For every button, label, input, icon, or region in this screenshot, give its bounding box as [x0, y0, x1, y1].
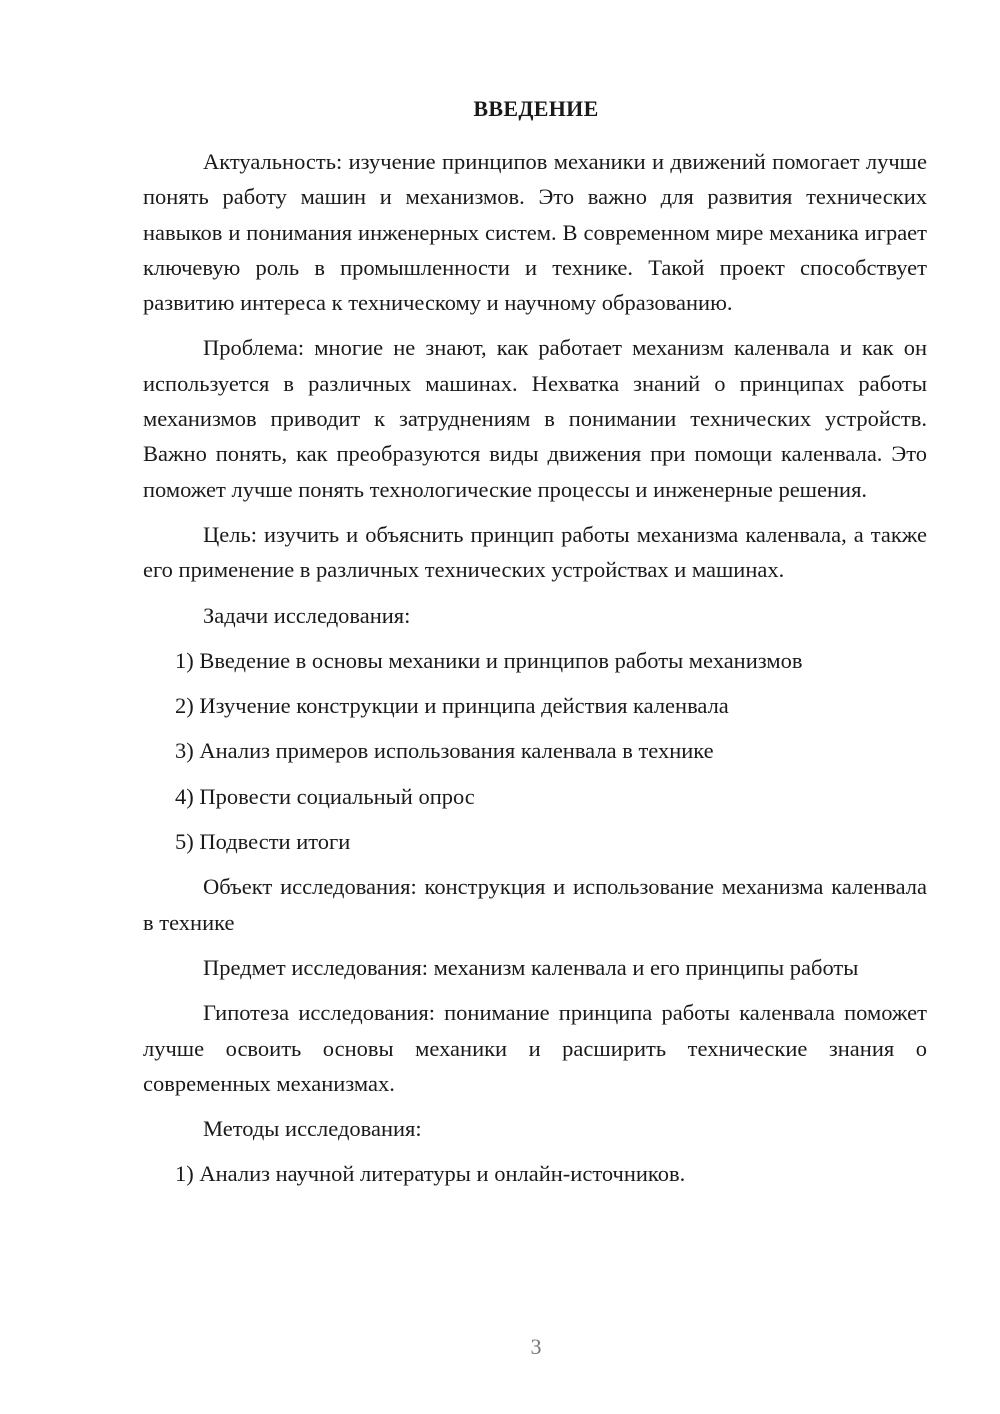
- object-paragraph: Объект исследования: конструкция и использование механизма каленвала в технике: [143, 874, 927, 935]
- page-number: 3: [530, 1334, 542, 1359]
- relevance-paragraph: Актуальность: изучение принципов механики и движений помогает лучше понять работу машин и механизмов. Это важно для развития технических навыков и понимания инженерных систем. В современном мире механика играет ключевую роль в промышленности и технике. Такой проект способствует развитию интереса к техническому и научному образованию.: [143, 149, 927, 316]
- list-item: 1) Анализ научной литературы и онлайн-источников.: [175, 1161, 686, 1187]
- section-title: ВВЕДЕНИЕ: [473, 96, 599, 121]
- list-item: 5) Подвести итоги: [175, 829, 351, 855]
- problem-paragraph: Проблема: многие не знают, как работает механизм каленвала и как он используется в различных машинах. Нехватка знаний о принципах работы механизмов приводит к затруднениям в понимании технических устройств. Важно понять, как преобразуются виды движения при помощи каленвала. Это поможет лучше понять технологические процессы и инженерные решения.: [143, 335, 927, 502]
- tasks-heading: Задачи исследования:: [203, 602, 411, 628]
- hypothesis-paragraph: Гипотеза исследования: понимание принципа работы каленвала поможет лучше освоить основы механики и расширить технические знания о современных механизмах.: [143, 1000, 927, 1096]
- goal-paragraph: Цель: изучить и объяснить принцип работы механизма каленвала, а также его применение в различных технических устройствах и машинах.: [143, 521, 927, 583]
- subject-paragraph: Предмет исследования: механизм каленвала и его принципы работы: [203, 954, 859, 980]
- methods-list: [143, 1156, 927, 1191]
- list-item: 4) Провести социальный опрос: [175, 783, 475, 809]
- list-item: 3) Анализ примеров использования каленвала в технике: [175, 738, 714, 764]
- methods-heading: Методы исследования:: [203, 1116, 422, 1142]
- tasks-list: [143, 643, 927, 859]
- list-item: 1) Введение в основы механики и принципов работы механизмов: [175, 647, 803, 673]
- document-body: [143, 144, 927, 1202]
- list-item: 2) Изучение конструкции и принципа действия каленвала: [175, 693, 729, 719]
